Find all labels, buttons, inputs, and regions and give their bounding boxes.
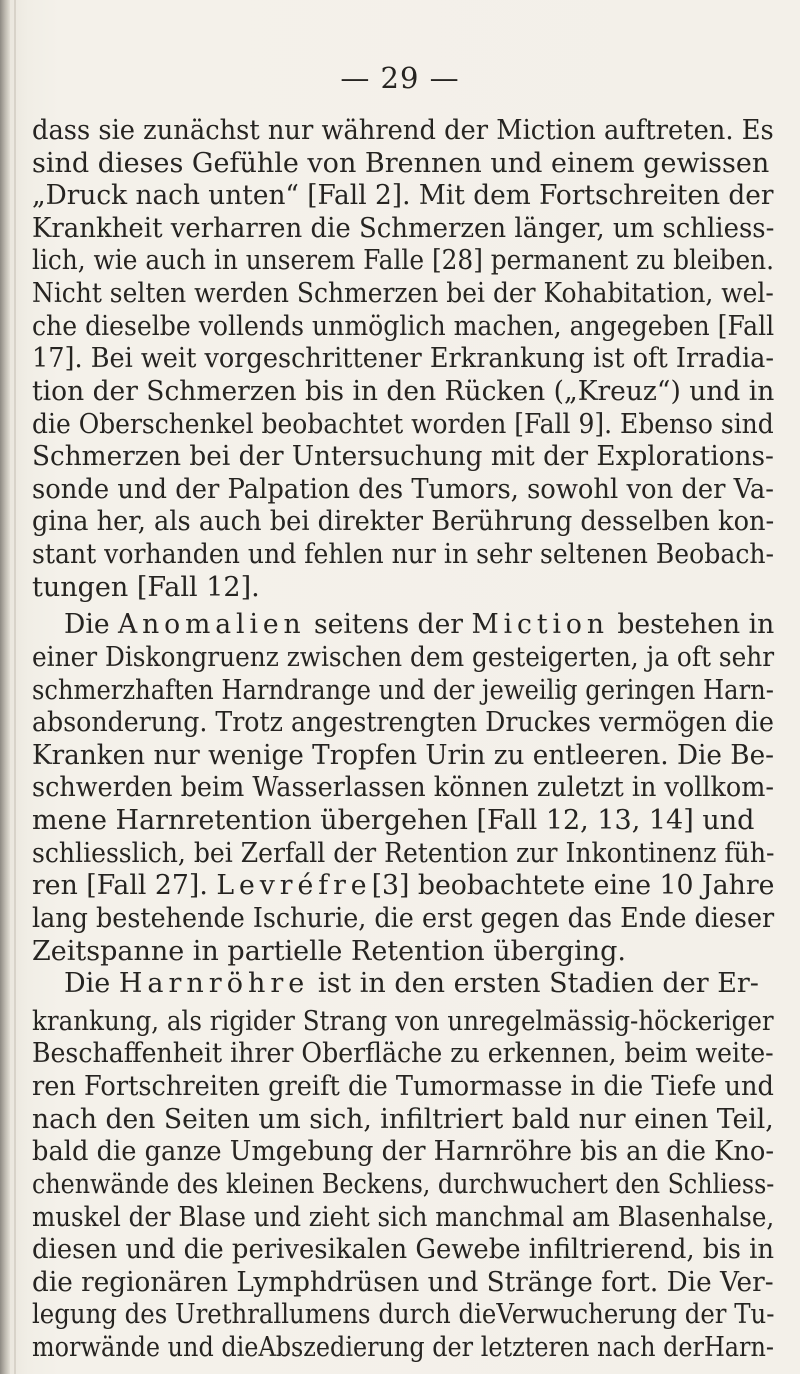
text-span: Die — [64, 968, 119, 999]
paragraph-2-first-line — [64, 607, 774, 643]
text-line: sonde und der Palpation des Tumors, sowohl von der Va- — [32, 474, 775, 505]
text-line: absonderung. Trotz angestrengten Druckes vermögen die — [32, 707, 774, 738]
author-name: Levréfre — [216, 870, 372, 901]
text-line: stant vorhanden und fehlen nur in sehr seltenen Beobach- — [32, 539, 775, 570]
text-line: einer Diskongruenz zwischen dem gesteigerten, ja oft sehr — [32, 642, 775, 673]
text-line: tungen [Fall 12]. — [32, 572, 260, 603]
text-line: die regionären Lymphdrüsen und Stränge fort. Die Ver- — [32, 1267, 774, 1298]
text-line: tion der Schmerzen bis in den Rücken („Kreuz“) und in — [32, 376, 775, 407]
text-line: che dieselbe vollends unmöglich machen, angegeben [Fall — [32, 311, 775, 342]
text-line: schliesslich, bei Zerfall der Retention zur Inkontinenz füh- — [32, 838, 775, 869]
text-line: Nicht selten werden Schmerzen bei der Kohabitation, wel- — [32, 278, 774, 309]
text-line: morwände und dieAbszedierung der letzteren nach derHarn- — [32, 1332, 774, 1363]
text-line: Beschaffenheit ihrer Oberfläche zu erkennen, beim weite- — [32, 1038, 774, 1069]
text-line: Zeitspanne in partielle Retention überging. — [32, 936, 626, 967]
text-span: Die — [64, 609, 119, 640]
spaced-term: Harnröhre — [118, 968, 310, 999]
text-line: Krankheit verharren die Schmerzen länger, um schliess- — [32, 213, 775, 244]
text-line: muskel der Blase und zieht sich manchmal am Blasenhalse, — [32, 1202, 775, 1233]
text-line: Kranken nur wenige Tropfen Urin zu entleeren. Die Be- — [32, 740, 775, 771]
text-line: gina her, als auch bei direkter Berührung desselben kon- — [32, 506, 775, 537]
text-span: [3] beobachtete eine 10 Jahre — [371, 870, 775, 901]
page-fold-line — [14, 0, 16, 1374]
spaced-term: Miction — [471, 609, 609, 640]
text-span: ren [Fall 27]. — [32, 870, 217, 901]
text-line: 17]. Bei weit vorgeschrittener Erkrankung ist oft Irradia- — [32, 343, 775, 374]
text-line: nach den Seiten um sich, infiltriert bald nur einen Teil, — [32, 1104, 774, 1135]
text-line: „Druck nach unten“ [Fall 2]. Mit dem Fortschreiten der — [32, 180, 774, 211]
text-line: schmerzhaften Harndrange und der jeweilig geringen Harn- — [32, 675, 774, 706]
text-span: seitens der — [305, 609, 472, 640]
paragraph-3-first-line — [64, 966, 759, 1002]
text-line: Schmerzen bei der Untersuchung mit der Explorations- — [32, 441, 774, 472]
text-line: ren Fortschreiten greift die Tumormasse in die Tiefe und — [32, 1071, 774, 1102]
spaced-term: Anomalien — [118, 609, 306, 640]
text-line: legung des Urethrallumens durch dieVerwucherung der Tu- — [32, 1299, 775, 1330]
text-line: chenwände des kleinen Beckens, durchwuchert den Schliess- — [32, 1169, 775, 1200]
text-line: sind dieses Gefühle von Brennen und einem gewissen — [32, 148, 770, 179]
text-line-with-author — [32, 868, 774, 904]
binding-gutter — [0, 0, 10, 1374]
text-line: bald die ganze Umgebung der Harnröhre bis an die Kno- — [32, 1136, 775, 1167]
text-span: bestehen in — [608, 609, 775, 640]
text-line: krankung, als rigider Strang von unregelmässig-höckeriger — [32, 1006, 774, 1037]
text-line: dass sie zunächst nur während der Miction auftreten. Es — [32, 115, 774, 146]
page-number: — 29 — — [340, 61, 460, 95]
text-span: ist in den ersten Stadien der Er- — [309, 968, 759, 999]
text-line: lang bestehende Ischurie, die erst gegen das Ende dieser — [32, 903, 775, 934]
text-line: schwerden beim Wasserlassen können zuletzt in vollkom- — [32, 772, 774, 803]
text-line: lich, wie auch in unserem Falle [28] permanent zu bleiben. — [32, 245, 775, 276]
text-line: die Oberschenkel beobachtet worden [Fall 9]. Ebenso sind — [32, 409, 774, 440]
text-line: diesen und die perivesikalen Gewebe infiltrierend, bis in — [32, 1234, 775, 1265]
text-line: mene Harnretention übergehen [Fall 12, 13, 14] und — [32, 805, 755, 836]
